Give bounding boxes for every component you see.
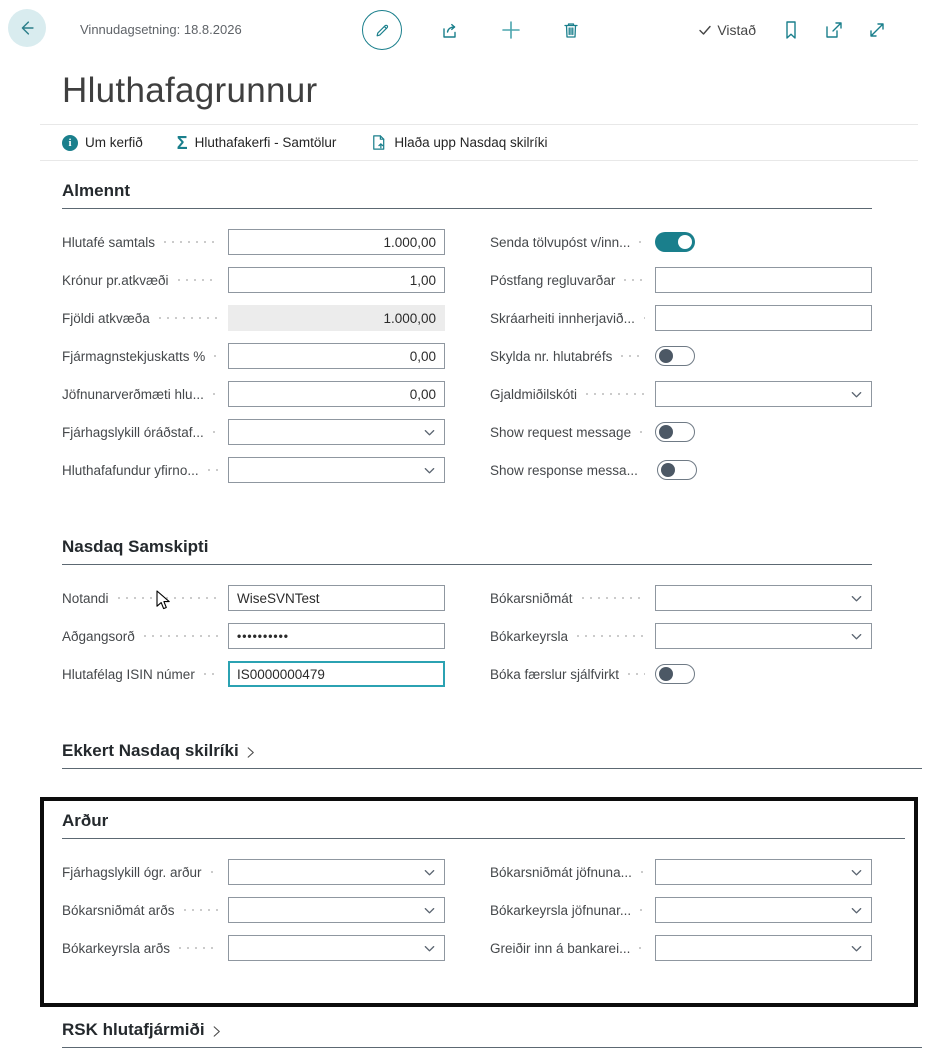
pencil-icon [373, 21, 391, 39]
field-row [62, 853, 445, 891]
action-label: Hlaða upp Nasdaq skilríki [394, 135, 548, 150]
dotted-leader [621, 355, 645, 357]
field-row [490, 929, 872, 967]
dotted-leader [164, 241, 218, 243]
section-header-almennt[interactable] [62, 181, 872, 209]
show-request-message-toggle[interactable] [655, 422, 695, 442]
section-ardur [40, 797, 918, 1007]
field-row [62, 451, 445, 489]
chevron-down-icon [423, 426, 436, 439]
field-row [62, 337, 445, 375]
field-label: Senda tölvupóst v/inn... [490, 234, 631, 250]
dotted-leader [178, 279, 218, 281]
action-hluthafakerfi-samtolur[interactable] [176, 132, 337, 153]
action-label: Hluthafakerfi - Samtölur [194, 135, 337, 150]
field-row [490, 655, 872, 693]
chevron-down-icon [850, 630, 863, 643]
greidir-inn-a-bankarei-select[interactable] [655, 935, 872, 961]
skylda-nr-hlutabrefs-toggle[interactable] [655, 346, 695, 366]
bookmark-button[interactable] [780, 19, 802, 41]
new-button[interactable] [500, 19, 522, 41]
fjarmagnstekjuskatts-input[interactable]: 0,00 [228, 343, 445, 369]
dotted-leader [582, 597, 645, 599]
field-row [490, 223, 872, 261]
gjaldmidilskoti-select[interactable] [655, 381, 872, 407]
dotted-leader [159, 317, 218, 319]
field-row [490, 853, 872, 891]
field-label: Póstfang regluvarðar [490, 272, 616, 288]
dotted-leader [204, 673, 218, 675]
saved-status [698, 22, 756, 38]
hluthafafundur-yfirno-select[interactable] [228, 457, 445, 483]
field-row [62, 891, 445, 929]
share-icon [440, 19, 462, 41]
action-bar [40, 124, 918, 161]
section-nasdaq-samskipti [40, 537, 918, 693]
field-row [62, 929, 445, 967]
bokarkeyrsla-jofnunar-select[interactable] [655, 897, 872, 923]
dotted-leader [184, 909, 218, 911]
field-label: Hluthafafundur yfirno... [62, 462, 199, 478]
field-row [490, 451, 872, 489]
section-ekkert-nasdaq-skilriki [40, 741, 918, 769]
open-in-window-icon [824, 20, 844, 40]
dotted-leader [214, 355, 218, 357]
back-arrow-icon [17, 18, 37, 38]
action-hlada-upp-nasdaq-skilriki[interactable] [370, 134, 547, 151]
section-header-rsk-hlutafjarmidi[interactable] [62, 1020, 922, 1048]
dotted-leader [211, 871, 218, 873]
field-label: Bókarkeyrsla [490, 628, 569, 644]
field-label: Krónur pr.atkvæði [62, 272, 169, 288]
field-label: Show request message [490, 424, 632, 440]
show-response-messa-toggle[interactable] [657, 460, 697, 480]
dotted-leader [639, 241, 645, 243]
field-row [490, 337, 872, 375]
field-row [62, 579, 445, 617]
checkmark-icon [698, 23, 712, 37]
chevron-down-icon [850, 592, 863, 605]
adgangsord-input[interactable]: •••••••••• [228, 623, 445, 649]
bokarsnidmat-ards-select[interactable] [228, 897, 445, 923]
chevron-right-icon [211, 1025, 222, 1038]
section-rsk-hlutafjarmidi [40, 1020, 918, 1048]
field-row [62, 617, 445, 655]
senda-tolvupost-v-inn-toggle[interactable] [655, 232, 695, 252]
postfang-regluvardar-input[interactable] [655, 267, 872, 293]
dotted-leader [208, 469, 218, 471]
section-title: RSK hlutafjármiði [62, 1020, 205, 1039]
field-row [62, 223, 445, 261]
field-label: Fjárhagslykill óráðstaf... [62, 424, 204, 440]
field-label: Bókarsniðmát [490, 590, 573, 606]
jofnunarverdmaeti-hlu-input[interactable]: 0,00 [228, 381, 445, 407]
bokarkeyrsla-ards-select[interactable] [228, 935, 445, 961]
field-label: Bókarsniðmát arðs [62, 902, 175, 918]
field-label: Bókarkeyrsla arðs [62, 940, 171, 956]
chevron-down-icon [850, 866, 863, 879]
saved-label: Vistað [717, 22, 756, 38]
field-label: Show response messa... [490, 462, 638, 478]
field-label: Skylda nr. hlutabréfs [490, 348, 613, 364]
field-label: Skráarheiti innherjavið... [490, 310, 635, 326]
dotted-leader [639, 947, 645, 949]
field-label: Aðgangsorð [62, 628, 135, 644]
work-date-label: Vinnudagsetning: 18.8.2026 [80, 22, 242, 37]
section-title: Arður [62, 811, 109, 830]
field-row [490, 375, 872, 413]
dotted-leader [118, 597, 218, 599]
section-header-ardur[interactable] [62, 811, 905, 839]
section-title: Ekkert Nasdaq skilríki [62, 741, 239, 760]
bokarkeyrsla-select[interactable] [655, 623, 872, 649]
edit-button[interactable] [362, 10, 402, 50]
field-row [490, 299, 872, 337]
open-in-window-button[interactable] [823, 19, 845, 41]
plus-icon [500, 19, 522, 41]
section-header-nasdaq-samskipti[interactable] [62, 537, 872, 565]
dotted-leader [641, 871, 645, 873]
field-label: Jöfnunarverðmæti hlu... [62, 386, 204, 402]
field-row [490, 579, 872, 617]
bokarsnidmat-select[interactable] [655, 585, 872, 611]
field-row [62, 413, 445, 451]
chevron-down-icon [423, 904, 436, 917]
trash-icon [561, 20, 581, 40]
dotted-leader [213, 431, 218, 433]
action-label: Um kerfið [85, 135, 143, 150]
field-label: Hlutafélag ISIN númer [62, 666, 195, 682]
field-label: Bóka færslur sjálfvirkt [490, 666, 620, 682]
share-button[interactable] [440, 19, 462, 41]
field-label: Notandi [62, 590, 109, 606]
section-title: Nasdaq Samskipti [62, 537, 209, 556]
dotted-leader [179, 947, 218, 949]
fjarhagslykill-ogr-ardur-select[interactable] [228, 859, 445, 885]
page-title: Hluthafagrunnur [62, 71, 318, 110]
upload-file-icon [370, 134, 387, 151]
info-icon: i [62, 135, 78, 151]
skraarheiti-innherjavid-input[interactable] [655, 305, 872, 331]
dotted-leader [577, 635, 645, 637]
bookmark-icon [782, 20, 800, 40]
field-label: Fjármagnstekjuskatts % [62, 348, 206, 364]
hlutafelag-isin-numer-input[interactable]: IS0000000479 [228, 661, 445, 687]
field-row [62, 375, 445, 413]
dotted-leader [640, 909, 645, 911]
field-row [62, 655, 445, 693]
field-label: Hlutafé samtals [62, 234, 156, 250]
section-header-ekkert-nasdaq-skilriki[interactable] [62, 741, 922, 769]
kronur-pr-atkvaedi-input[interactable]: 1,00 [228, 267, 445, 293]
field-row [490, 413, 872, 451]
bokarsnidmat-jofnuna-select[interactable] [655, 859, 872, 885]
dotted-leader [640, 431, 645, 433]
fjarhagslykill-oradstaf-select[interactable] [228, 419, 445, 445]
chevron-right-icon [245, 746, 256, 759]
notandi-input[interactable]: WiseSVNTest [228, 585, 445, 611]
toggle-knob [659, 667, 673, 681]
field-row [490, 617, 872, 655]
back-button[interactable] [8, 9, 46, 47]
sigma-icon: Σ [176, 132, 188, 153]
field-row [62, 261, 445, 299]
chevron-down-icon [850, 942, 863, 955]
dotted-leader [586, 393, 645, 395]
expand-button[interactable] [866, 19, 888, 41]
field-label: Gjaldmiðilskóti [490, 386, 578, 402]
delete-button[interactable] [560, 19, 582, 41]
dotted-leader [213, 393, 218, 395]
field-label: Fjárhagslykill ógr. arður [62, 864, 202, 880]
dotted-leader [144, 635, 218, 637]
chevron-down-icon [850, 388, 863, 401]
field-label: Greiðir inn á bankarei... [490, 940, 631, 956]
toggle-knob [659, 425, 673, 439]
dotted-leader [628, 673, 645, 675]
top-bar [0, 0, 937, 60]
chevron-down-icon [423, 866, 436, 879]
hlutafe-samtals-input[interactable]: 1.000,00 [228, 229, 445, 255]
field-row [490, 891, 872, 929]
toggle-knob [659, 349, 673, 363]
expand-diagonal-icon [867, 20, 887, 40]
dotted-leader [624, 279, 645, 281]
section-title: Almennt [62, 181, 130, 200]
chevron-down-icon [423, 942, 436, 955]
boka-faerslur-sjalfvirkt-toggle[interactable] [655, 664, 695, 684]
action-um-kerfid[interactable] [62, 135, 143, 151]
field-label: Bókarsniðmát jöfnuna... [490, 864, 632, 880]
chevron-down-icon [850, 904, 863, 917]
field-label: Fjöldi atkvæða [62, 310, 150, 326]
fjoldi-atkvaeda-input: 1.000,00 [228, 305, 445, 331]
chevron-down-icon [423, 464, 436, 477]
field-label: Bókarkeyrsla jöfnunar... [490, 902, 632, 918]
section-almennt [40, 181, 918, 489]
toggle-knob [678, 235, 692, 249]
dotted-leader [644, 317, 645, 319]
field-row [62, 299, 445, 337]
toggle-knob [661, 463, 675, 477]
field-row [490, 261, 872, 299]
